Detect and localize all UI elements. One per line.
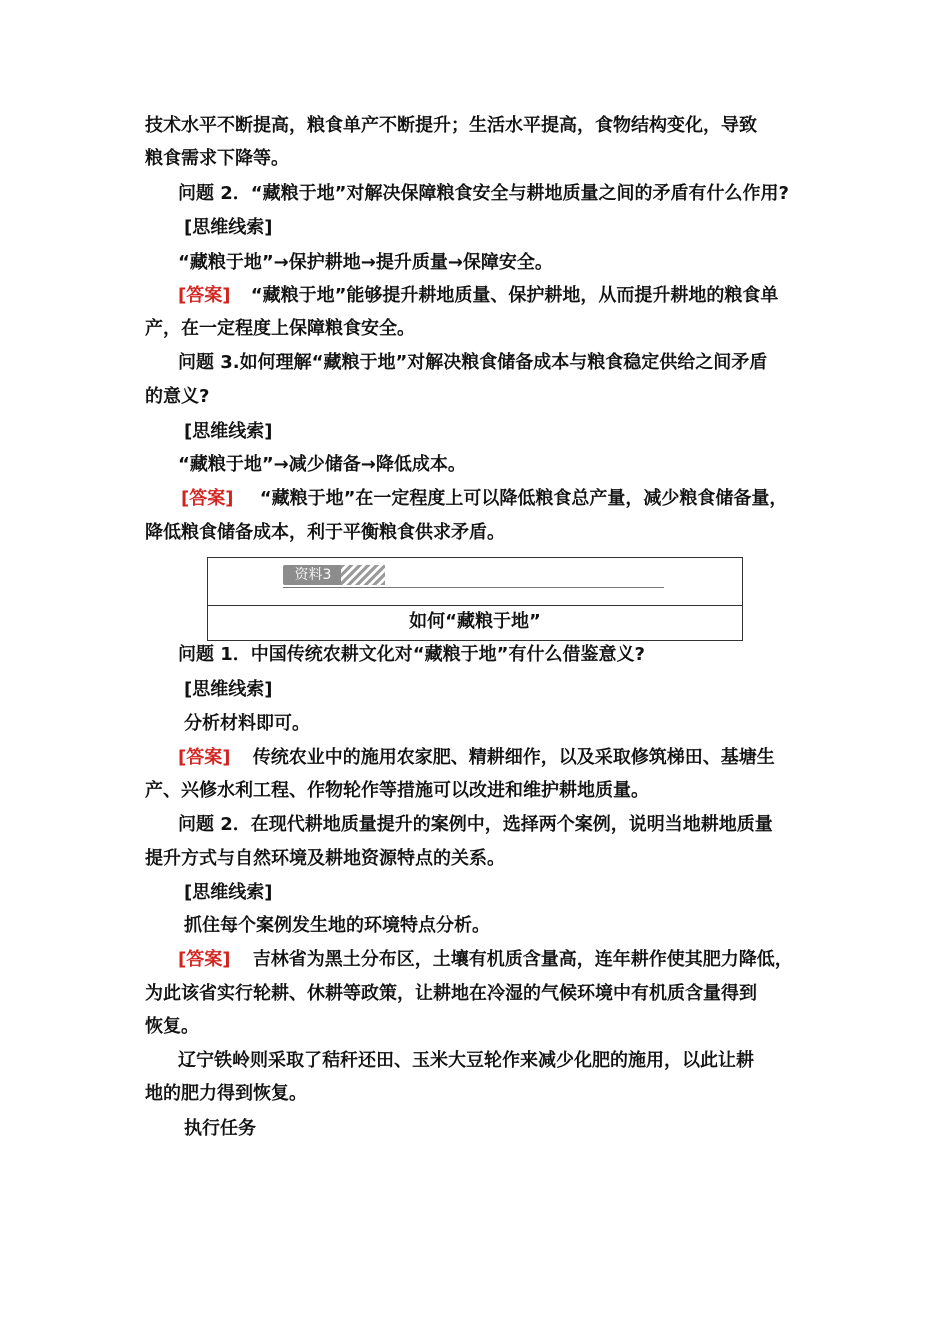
question-3-title-line-1: 问题 3.如何理解“藏粮于地”对解决粮食储备成本与粮食稳定供给之间矛盾	[178, 352, 768, 373]
question-2-title: 问题 2．“藏粮于地”对解决保障粮食安全与耕地质量之间的矛盾有什么作用?	[178, 183, 789, 204]
section-2-question-2-answer-line-1	[178, 948, 793, 972]
question-2-clue-label: [思维线索]	[184, 217, 273, 238]
final-heading: 执行任务	[184, 1118, 256, 1139]
section-2-question-2-clue-label: [思维线索]	[184, 882, 273, 903]
extra-paragraph-line-2: 地的肥力得到恢复。	[145, 1083, 307, 1104]
extra-paragraph-line-1: 辽宁铁岭则采取了秸秆还田、玉米大豆轮作来减少化肥的施用，以此让耕	[178, 1050, 754, 1071]
paragraph-line-2: 粮食需求下降等。	[145, 148, 289, 169]
section-2-question-1-clue: 分析材料即可。	[184, 713, 310, 734]
answer-text: 传统农业中的施用农家肥、精耕细作，以及采取修筑梯田、基塘生	[252, 747, 775, 768]
question-3-answer-line-2: 降低粮食储备成本，利于平衡粮食供求矛盾。	[145, 522, 505, 543]
answer-tag: [答案]	[178, 747, 231, 768]
answer-text: “藏粮于地”在一定程度上可以降低粮食总产量，减少粮食储备量，	[259, 488, 788, 509]
paragraph-line-1: 技术水平不断提高，粮食单产不断提升；生活水平提高，食物结构变化，导致	[145, 115, 757, 136]
question-3-answer-line-1	[181, 487, 787, 511]
section-2-question-2-answer-line-2: 为此该省实行轮耕、休耕等政策，让耕地在冷湿的气候环境中有机质含量得到	[145, 983, 757, 1004]
material-label: 资料3	[283, 565, 343, 585]
question-2-answer-line-1	[178, 284, 778, 308]
section-2-question-1-clue-label: [思维线索]	[184, 679, 273, 700]
section-2-question-1-answer-line-2: 产、兴修水利工程、作物轮作等措施可以改进和维护耕地质量。	[145, 780, 649, 801]
section-2-question-2-clue: 抓住每个案例发生地的环境特点分析。	[184, 915, 490, 936]
section-2-question-1-title: 问题 1．中国传统农耕文化对“藏粮于地”有什么借鉴意义?	[178, 644, 645, 665]
question-3-clue: “藏粮于地”→减少储备→降低成本。	[178, 454, 466, 475]
material-stripes	[341, 565, 385, 585]
section-2-question-2-title-line-2: 提升方式与自然环境及耕地资源特点的关系。	[145, 848, 505, 869]
section-2-question-1-answer-line-1	[178, 746, 775, 770]
answer-tag: [答案]	[178, 949, 231, 970]
material-rule	[283, 587, 664, 588]
answer-text: 吉林省为黑土分布区，土壤有机质含量高，连年耕作使其肥力降低，	[252, 949, 793, 970]
section-2-question-2-answer-line-3: 恢复。	[145, 1016, 199, 1037]
answer-tag: [答案]	[181, 488, 234, 509]
material-box	[207, 557, 743, 641]
material-box-divider	[208, 605, 742, 606]
section-2-question-2-title-line-1: 问题 2．在现代耕地质量提升的案例中，选择两个案例，说明当地耕地质量	[178, 814, 773, 835]
material-title: 如何“藏粮于地”	[409, 611, 541, 632]
question-2-answer-line-2: 产，在一定程度上保障粮食安全。	[145, 318, 415, 339]
question-2-clue: “藏粮于地”→保护耕地→提升质量→保障安全。	[178, 252, 553, 273]
answer-text: “藏粮于地”能够提升耕地质量、保护耕地，从而提升耕地的粮食单	[250, 285, 779, 306]
answer-tag: [答案]	[178, 285, 231, 306]
question-3-clue-label: [思维线索]	[184, 421, 273, 442]
question-3-title-line-2: 的意义?	[145, 386, 210, 407]
